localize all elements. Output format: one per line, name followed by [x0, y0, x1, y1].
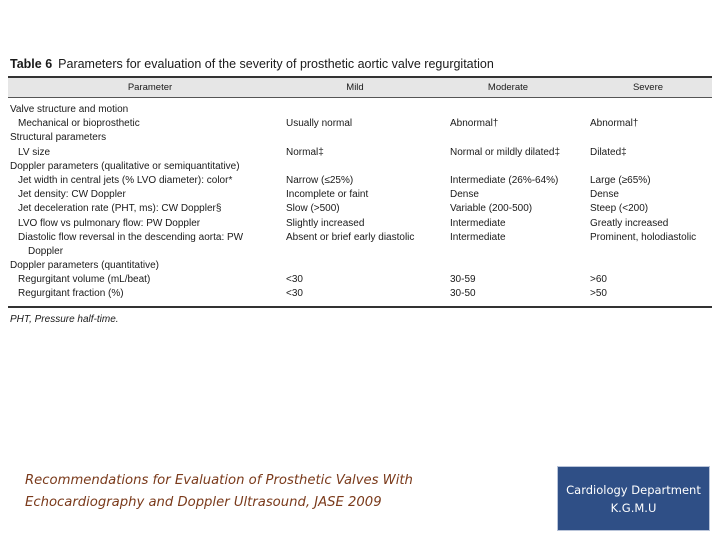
cell-mild: Slightly increased — [286, 217, 365, 229]
table-row — [8, 217, 712, 231]
cell-moderate: Dense — [450, 189, 479, 201]
header-parameter: Parameter — [127, 82, 173, 93]
cell-mild: <30 — [286, 274, 303, 286]
cell-severe: >60 — [590, 274, 607, 286]
cell-parameter: Jet deceleration rate (PHT, ms): CW Doppler§ — [18, 203, 222, 215]
cell-parameter: LVO flow vs pulmonary flow: PW Doppler — [18, 217, 201, 229]
table-row — [8, 188, 712, 202]
cell-severe: Abnormal† — [590, 118, 639, 130]
table-row — [8, 259, 712, 273]
cell-moderate: Variable (200-500) — [450, 203, 533, 215]
table-bottom-rule — [8, 306, 712, 308]
cell-severe: Dilated‡ — [590, 146, 627, 158]
table-row — [8, 103, 712, 117]
cell-parameter: Regurgitant fraction (%) — [18, 288, 124, 300]
cell-severe: Steep (<200) — [590, 203, 649, 215]
cell-moderate: Abnormal† — [450, 118, 499, 130]
cell-mild: Normal‡ — [286, 146, 324, 158]
cell-severe: >50 — [590, 288, 607, 300]
table-row — [8, 160, 712, 174]
cell-parameter: Diastolic flow reversal in the descending aorta: PW — [18, 231, 244, 243]
cell-parameter: Jet width in central jets (% LVO diameter): color* — [18, 174, 233, 186]
table-row — [8, 174, 712, 188]
cell-parameter: Doppler parameters (quantitative) — [10, 260, 159, 272]
cell-parameter: Structural parameters — [10, 132, 107, 144]
table-row — [8, 202, 712, 216]
table-row — [8, 117, 712, 131]
table-row — [8, 245, 712, 259]
table-body — [8, 103, 712, 302]
table-row — [8, 146, 712, 160]
cell-moderate: Intermediate — [450, 231, 506, 243]
cell-parameter: Doppler — [28, 245, 64, 257]
cell-mild: Narrow (≤25%) — [286, 174, 354, 186]
cell-severe: Large (≥65%) — [590, 174, 651, 186]
cell-mild: Usually normal — [286, 118, 353, 130]
table-number: Table 6 — [10, 57, 53, 71]
citation-line-1: Recommendations for Evaluation of Prosthetic Valves With — [25, 473, 413, 488]
cell-moderate: 30-50 — [450, 288, 476, 300]
table-footnote: PHT, Pressure half-time. — [10, 314, 119, 325]
cell-moderate: Normal or mildly dilated‡ — [450, 146, 561, 158]
cell-mild: Slow (>500) — [286, 203, 340, 215]
cell-mild: <30 — [286, 288, 303, 300]
cell-mild: Absent or brief early diastolic — [286, 231, 415, 243]
cell-mild: Incomplete or faint — [286, 189, 369, 201]
cell-moderate: Intermediate (26%-64%) — [450, 174, 559, 186]
badge-line-1: Cardiology Department — [566, 482, 701, 497]
header-moderate: Moderate — [487, 82, 529, 93]
cell-moderate: Intermediate — [450, 217, 506, 229]
cell-severe: Dense — [590, 189, 619, 201]
table-row — [8, 287, 712, 301]
cell-parameter: LV size — [18, 146, 51, 158]
department-badge — [557, 466, 710, 531]
table-row — [8, 273, 712, 287]
citation-caption — [25, 470, 495, 514]
table-title — [10, 57, 710, 71]
cell-parameter: Regurgitant volume (mL/beat) — [18, 274, 151, 286]
badge-line-2: K.G.M.U — [610, 500, 657, 515]
table-title-text: Parameters for evaluation of the severity of prosthetic aortic valve regurgitation — [58, 57, 494, 71]
cell-parameter: Jet density: CW Doppler — [18, 189, 126, 201]
table-row — [8, 131, 712, 145]
header-mild: Mild — [346, 82, 364, 93]
header-severe: Severe — [632, 82, 664, 93]
cell-severe: Greatly increased — [590, 217, 669, 229]
cell-parameter: Valve structure and motion — [10, 104, 129, 115]
cell-moderate: 30-59 — [450, 274, 476, 286]
cell-parameter: Mechanical or bioprosthetic — [18, 118, 140, 130]
cell-severe: Prominent, holodiastolic — [590, 231, 697, 243]
citation-line-2: Echocardiography and Doppler Ultrasound, JASE 2009 — [25, 495, 382, 510]
cell-parameter: Doppler parameters (qualitative or semiquantitative) — [10, 160, 240, 172]
table-row — [8, 231, 712, 245]
table-header-rule — [8, 97, 712, 98]
